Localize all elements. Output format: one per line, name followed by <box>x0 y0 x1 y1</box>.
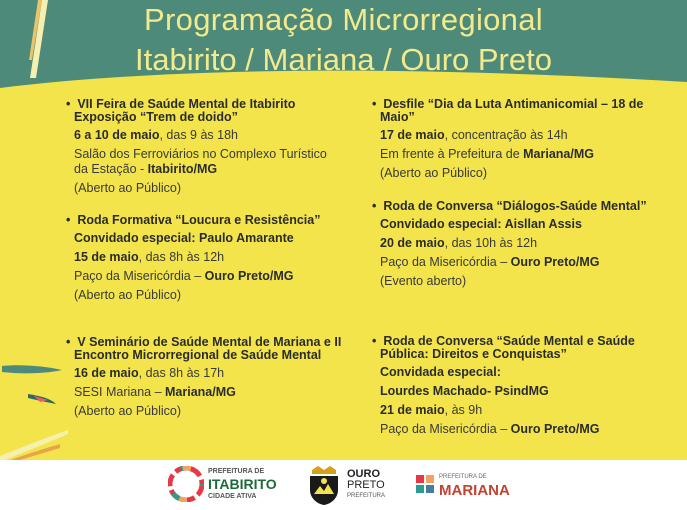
mariana-line1: PREFEITURA DE <box>439 474 487 480</box>
event-guest: Convidada especial: <box>380 365 501 379</box>
event-title: • V Seminário de Saúde Mental de Mariana e II Encontro Microrregional de Saúde Mental <box>66 335 342 362</box>
event-time: , concentração às 14h <box>444 128 568 142</box>
event-place: Paço da Misericórdia – <box>380 255 511 269</box>
header-banner <box>0 0 687 88</box>
event-note: (Aberto ao Público) <box>74 181 182 195</box>
event-time: , das 8h às 17h <box>138 366 225 380</box>
page-title: Programação Microrregional <box>144 2 543 37</box>
event-roda-saude-publica <box>368 335 658 437</box>
event-roda-dialogos <box>368 200 648 289</box>
event-roda-loucura <box>62 214 342 303</box>
event-time: , das 10h às 12h <box>444 236 538 250</box>
event-title: • Roda de Conversa “Saúde Mental e Saúde Pública: Direitos e Conquistas” <box>372 334 635 361</box>
event-city: Ouro Preto/MG <box>510 255 600 269</box>
itabirito-line1: PREFEITURA DE <box>208 468 265 475</box>
logo-ouro-preto <box>304 464 385 506</box>
event-date: 21 de maio <box>380 403 445 417</box>
event-place: Salão dos Ferroviários no Complexo Turístico da Estação - <box>74 147 327 176</box>
brush-decoration-left-icon <box>0 356 70 466</box>
event-place: SESI Mariana – <box>74 385 166 399</box>
event-note: (Aberto ao Público) <box>74 404 182 418</box>
footer-logos <box>0 460 687 510</box>
ouro-preto-line1: OURO <box>347 467 380 480</box>
itabirito-line2: ITABIRITO <box>208 476 277 492</box>
mariana-logo-icon <box>414 473 436 497</box>
event-date: 17 de maio <box>380 128 445 142</box>
event-city: Itabirito/MG <box>147 162 218 176</box>
event-city: Mariana/MG <box>165 385 236 399</box>
event-place: Paço da Misericórdia – <box>74 269 205 283</box>
event-title: • Roda de Conversa “Diálogos-Saúde Mental” <box>372 199 647 213</box>
event-title: • Roda Formativa “Loucura e Resistência” <box>66 213 321 227</box>
event-note: (Aberto ao Público) <box>74 288 182 302</box>
event-desfile-luta <box>368 98 648 181</box>
itabirito-line3: CIDADE ATIVA <box>208 493 257 500</box>
itabirito-logo-icon <box>168 466 204 502</box>
event-note: (Evento aberto) <box>380 274 467 288</box>
event-date: 16 de maio <box>74 366 139 380</box>
page-subtitle: Itabirito / Mariana / Ouro Preto <box>135 42 552 77</box>
event-date: 15 de maio <box>74 250 139 264</box>
event-city: Mariana/MG <box>523 147 594 161</box>
event-date: 6 a 10 de maio <box>74 128 160 142</box>
event-title: • Desfile “Dia da Luta Antimanicomial – 18 de Maio” <box>372 97 644 124</box>
event-time: , das 8h às 12h <box>138 250 225 264</box>
event-title: • VII Feira de Saúde Mental de Itabirito Exposição “Trem de doido” <box>66 97 296 124</box>
brush-decoration-top-icon <box>22 0 52 80</box>
mariana-line2: MARIANA <box>439 482 510 499</box>
event-seminario-mariana <box>62 336 342 419</box>
event-guest-name: Lourdes Machado- PsindMG <box>380 384 549 398</box>
ouro-preto-crest-icon <box>304 464 344 506</box>
event-place: Em frente à Prefeitura de <box>380 147 524 161</box>
event-time: , das 9 às 18h <box>159 128 238 142</box>
event-time: , às 9h <box>444 403 483 417</box>
event-city: Ouro Preto/MG <box>204 269 294 283</box>
ouro-preto-line3: PREFEITURA <box>347 492 386 499</box>
event-guest: Convidado especial: Aisllan Assis <box>380 217 582 231</box>
logo-itabirito <box>168 466 277 502</box>
event-feira-saude-mental <box>62 98 342 196</box>
ouro-preto-line2: PRETO <box>347 478 385 491</box>
event-city: Ouro Preto/MG <box>510 422 600 436</box>
event-place: Paço da Misericórdia – <box>380 422 511 436</box>
event-date: 20 de maio <box>380 236 445 250</box>
event-guest: Convidado especial: Paulo Amarante <box>74 231 294 245</box>
logo-mariana <box>414 472 510 498</box>
event-note: (Aberto ao Público) <box>380 166 488 180</box>
